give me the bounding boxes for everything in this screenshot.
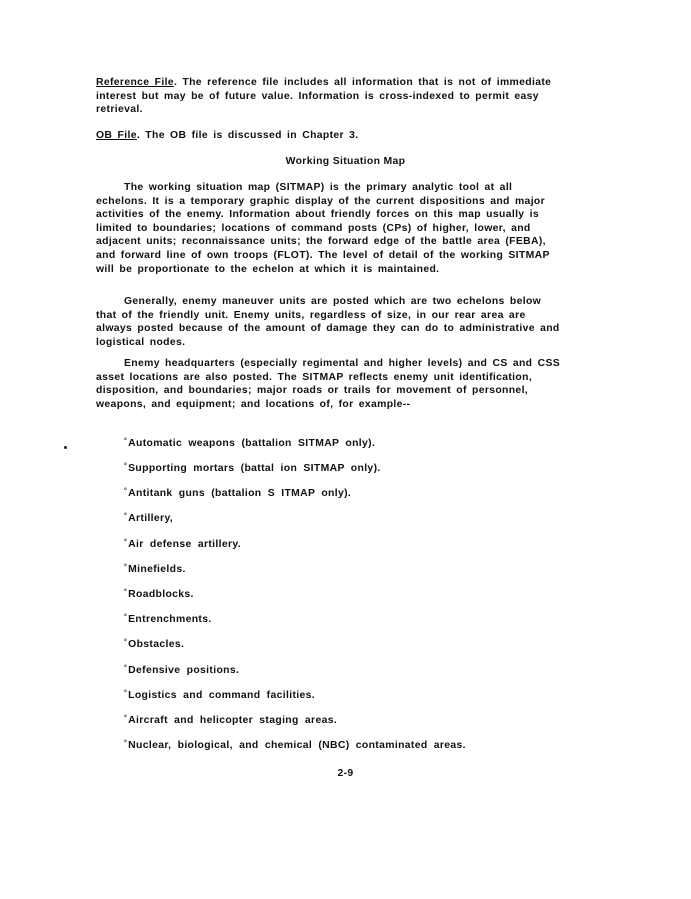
bullet-item: °Antitank guns (battalion S ITMAP only). bbox=[124, 488, 352, 499]
reference-file-label: Reference File bbox=[96, 77, 174, 88]
bullet-item: °Air defense artillery. bbox=[124, 539, 241, 550]
degree-marker-icon: ° bbox=[124, 589, 128, 596]
degree-marker-icon: ° bbox=[124, 740, 128, 747]
degree-marker-icon: ° bbox=[124, 438, 128, 445]
degree-marker-icon: ° bbox=[124, 463, 128, 470]
bullet-item: °Artillery, bbox=[124, 513, 174, 524]
bullet-item: °Entrenchments. bbox=[124, 614, 212, 625]
section-heading: Working Situation Map bbox=[285, 156, 406, 167]
bullet-item: °Roadblocks. bbox=[124, 589, 194, 600]
bullet-item: °Nuclear, biological, and chemical (NBC) contaminated areas. bbox=[124, 740, 466, 751]
bullet-item: °Supporting mortars (battal ion SITMAP only). bbox=[124, 463, 381, 474]
body-paragraph-2: Generally, enemy maneuver units are posted which are two echelons below that of the friendly unit. Enemy units, regardless of size, in our rear area are always posted because of the amount of damage they can do to administrative and logistical nodes. bbox=[96, 296, 560, 348]
reference-file-paragraph bbox=[96, 76, 566, 117]
degree-marker-icon: ° bbox=[124, 715, 128, 722]
degree-marker-icon: ° bbox=[124, 665, 128, 672]
stray-mark bbox=[64, 446, 67, 449]
page-number: 2-9 bbox=[337, 768, 354, 779]
degree-marker-icon: ° bbox=[124, 564, 128, 571]
reference-file-text: . The reference file includes all information that is not of immediate interest but may be of future value. Information is cross-indexed to permit easy retrieval. bbox=[96, 77, 552, 116]
body-paragraph-3: Enemy headquarters (especially regimental and higher levels) and CS and CSS asset locations are also posted. The SITMAP reflects enemy unit identification, disposition, and boundaries; major roads or trails for movement of personnel, weapons, and equipment; and locations of, for example-- bbox=[96, 358, 561, 410]
degree-marker-icon: ° bbox=[124, 488, 128, 495]
bullet-item: °Defensive positions. bbox=[124, 665, 240, 676]
body-paragraph-1: The working situation map (SITMAP) is the primary analytic tool at all echelons. It is a temporary graphic display of the current dispositions and major activities of the enemy. Information about friendly forces on this map usually is limited to boundaries; locations of command posts (CPs) of higher, lower, and adjacent units; reconnaissance units; the forward edge of the battle area (FEBA), and forward line of own troops (FLOT). The level of detail of the working SITMAP will be proportionate to the echelon at which it is maintained. bbox=[96, 182, 550, 275]
bullet-item: °Automatic weapons (battalion SITMAP only). bbox=[124, 438, 376, 449]
bullet-item: °Logistics and command facilities. bbox=[124, 690, 315, 701]
ob-file-label: OB File bbox=[96, 130, 137, 141]
ob-file-text: . The OB file is discussed in Chapter 3. bbox=[136, 130, 359, 141]
degree-marker-icon: ° bbox=[124, 690, 128, 697]
ob-file-paragraph bbox=[96, 129, 566, 143]
degree-marker-icon: ° bbox=[124, 639, 128, 646]
degree-marker-icon: ° bbox=[124, 614, 128, 621]
degree-marker-icon: ° bbox=[124, 513, 128, 520]
bullet-item: °Minefields. bbox=[124, 564, 186, 575]
bullet-item: °Obstacles. bbox=[124, 639, 185, 650]
bullet-item: °Aircraft and helicopter staging areas. bbox=[124, 715, 338, 726]
degree-marker-icon: ° bbox=[124, 539, 128, 546]
